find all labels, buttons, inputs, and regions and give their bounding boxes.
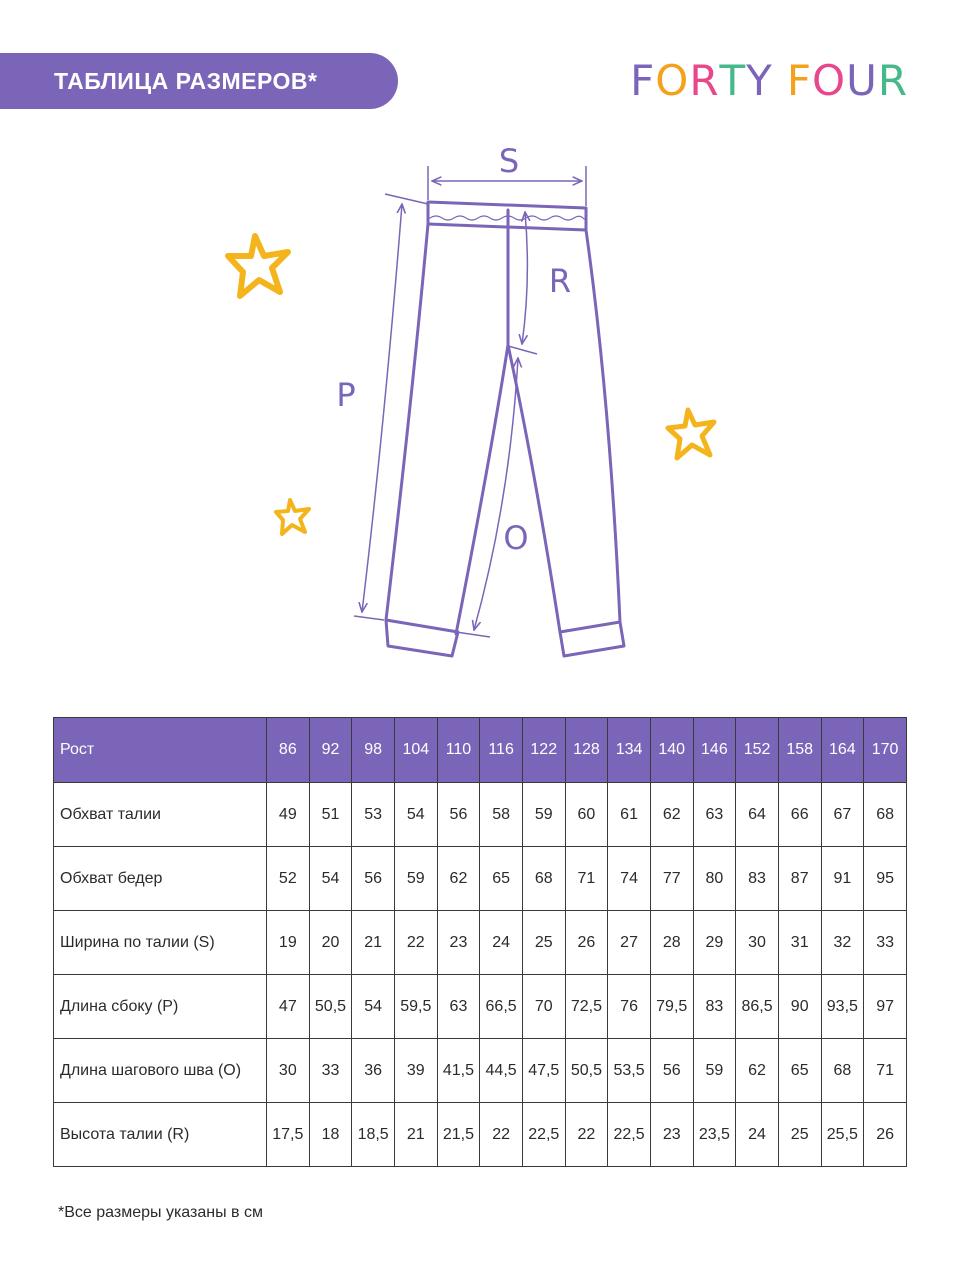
table-cell: 62 [650,783,693,847]
table-cell: 59 [394,847,437,911]
table-cell: 83 [693,975,736,1039]
table-cell: 23 [437,911,480,975]
table-cell: 83 [736,847,779,911]
label-p: P [336,376,356,414]
table-cell: 91 [821,847,864,911]
size-header-cell: 116 [480,718,523,783]
table-cell: 50,5 [309,975,352,1039]
size-table [53,717,907,1167]
table-cell: 18 [309,1103,352,1167]
table-cell: 26 [864,1103,907,1167]
table-cell: 49 [267,783,310,847]
table-cell: 63 [693,783,736,847]
size-header-cell: 110 [437,718,480,783]
table-cell: 26 [565,911,608,975]
size-header-cell: 146 [693,718,736,783]
table-cell: 56 [352,847,395,911]
size-header-cell: 170 [864,718,907,783]
table-cell: 66 [778,783,821,847]
row-label: Длина шагового шва (O) [54,1039,267,1103]
table-cell: 56 [650,1039,693,1103]
table-cell: 41,5 [437,1039,480,1103]
table-cell: 95 [864,847,907,911]
row-label: Обхват бедер [54,847,267,911]
table-row [54,911,907,975]
logo-letter: U [846,56,878,105]
table-cell: 47,5 [522,1039,565,1103]
table-cell: 22,5 [608,1103,651,1167]
table-cell: 23,5 [693,1103,736,1167]
header-row [54,718,907,783]
table-cell: 17,5 [267,1103,310,1167]
table-cell: 30 [736,911,779,975]
table-cell: 86,5 [736,975,779,1039]
label-s: S [498,142,520,180]
table-cell: 62 [736,1039,779,1103]
table-cell: 59 [693,1039,736,1103]
star-icon-medium [668,410,714,458]
table-cell: 22 [480,1103,523,1167]
footnote: *Все размеры указаны в см [58,1204,263,1221]
table-cell: 44,5 [480,1039,523,1103]
table-cell: 68 [864,783,907,847]
table-cell: 58 [480,783,523,847]
table-cell: 66,5 [480,975,523,1039]
table-cell: 25,5 [821,1103,864,1167]
table-cell: 50,5 [565,1039,608,1103]
table-cell: 67 [821,783,864,847]
size-header-cell: 158 [778,718,821,783]
row-label: Высота талии (R) [54,1103,267,1167]
table-cell: 51 [309,783,352,847]
size-header-cell: 98 [352,718,395,783]
table-cell: 21 [352,911,395,975]
pants-diagram [0,120,960,680]
logo-letter: R [877,56,908,105]
table-cell: 60 [565,783,608,847]
table-cell: 90 [778,975,821,1039]
table-cell: 65 [778,1039,821,1103]
table-cell: 59 [522,783,565,847]
table-cell: 22 [565,1103,608,1167]
table-row [54,1103,907,1167]
pants-outline [386,202,624,656]
table-cell: 21,5 [437,1103,480,1167]
table-row [54,1039,907,1103]
table-cell: 29 [693,911,736,975]
row-label: Обхват талии [54,783,267,847]
star-icon-large [228,236,288,296]
size-header-cell: 86 [267,718,310,783]
table-row [54,975,907,1039]
table-cell: 74 [608,847,651,911]
table-cell: 53,5 [608,1039,651,1103]
logo-letter: T [719,56,747,105]
table-cell: 25 [522,911,565,975]
table-cell: 62 [437,847,480,911]
page-title: ТАБЛИЦА РАЗМЕРОВ* [54,68,318,94]
table-cell: 59,5 [394,975,437,1039]
logo-letter: Y [746,56,773,105]
table-cell: 18,5 [352,1103,395,1167]
table-cell: 77 [650,847,693,911]
logo-letter: F [630,56,656,105]
table-cell: 22,5 [522,1103,565,1167]
table-cell: 80 [693,847,736,911]
table-cell: 87 [778,847,821,911]
table-cell: 33 [864,911,907,975]
table-cell: 76 [608,975,651,1039]
table-row [54,847,907,911]
table-cell: 63 [437,975,480,1039]
table-cell: 64 [736,783,779,847]
table-cell: 23 [650,1103,693,1167]
table-cell: 54 [352,975,395,1039]
table-cell: 22 [394,911,437,975]
size-header-cell: 92 [309,718,352,783]
table-cell: 21 [394,1103,437,1167]
table-cell: 79,5 [650,975,693,1039]
table-cell: 39 [394,1039,437,1103]
table-cell: 28 [650,911,693,975]
size-header-cell: 128 [565,718,608,783]
table-cell: 71 [864,1039,907,1103]
table-cell: 68 [821,1039,864,1103]
title-banner [0,53,398,109]
table-cell: 53 [352,783,395,847]
logo-letter: F [786,56,812,105]
size-header-cell: 164 [821,718,864,783]
table-cell: 52 [267,847,310,911]
table-cell: 31 [778,911,821,975]
brand-logo [630,56,908,105]
table-cell: 72,5 [565,975,608,1039]
table-cell: 33 [309,1039,352,1103]
table-cell: 20 [309,911,352,975]
table-cell: 54 [394,783,437,847]
size-header-cell: 104 [394,718,437,783]
row-label: Ширина по талии (S) [54,911,267,975]
table-cell: 30 [267,1039,310,1103]
table-row [54,783,907,847]
table-cell: 70 [522,975,565,1039]
row-label: Длина сбоку (P) [54,975,267,1039]
table-cell: 19 [267,911,310,975]
label-o: O [503,519,529,557]
table-cell: 24 [480,911,523,975]
size-header-cell: 140 [650,718,693,783]
table-cell: 24 [736,1103,779,1167]
table-cell: 27 [608,911,651,975]
table-cell: 32 [821,911,864,975]
header-label: Рост [54,718,267,783]
table-cell: 71 [565,847,608,911]
table-cell: 97 [864,975,907,1039]
table-cell: 25 [778,1103,821,1167]
table-cell: 65 [480,847,523,911]
table-cell: 93,5 [821,975,864,1039]
table-cell: 61 [608,783,651,847]
table-cell: 56 [437,783,480,847]
label-r: R [548,262,572,300]
star-icon-small [276,500,309,534]
logo-letter: R [689,56,720,105]
size-header-cell: 134 [608,718,651,783]
size-header-cell: 122 [522,718,565,783]
logo-letter: O [655,56,690,105]
table-cell: 68 [522,847,565,911]
table-cell: 36 [352,1039,395,1103]
table-cell: 47 [267,975,310,1039]
table-cell: 54 [309,847,352,911]
size-header-cell: 152 [736,718,779,783]
logo-letter: O [812,56,847,105]
